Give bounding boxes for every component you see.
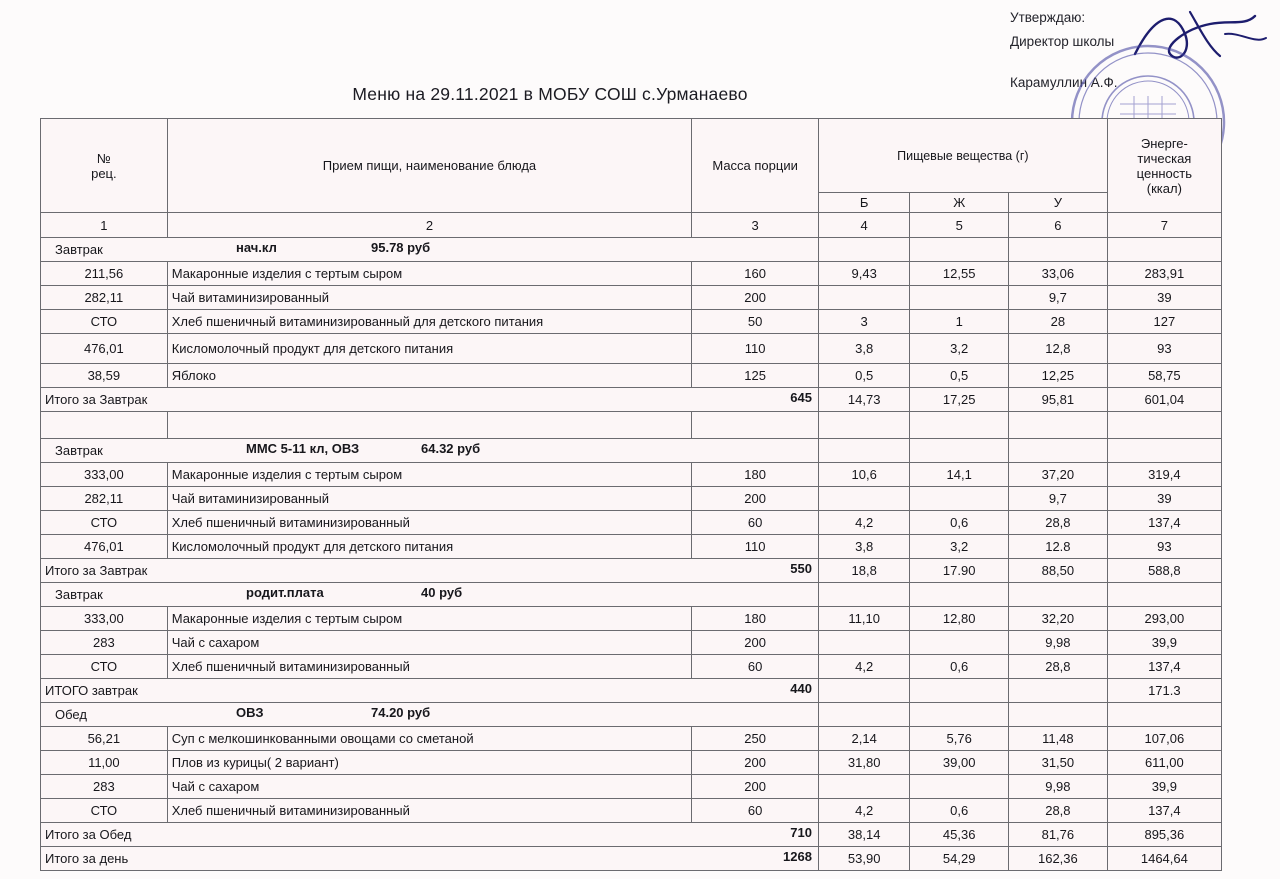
meal-total-cell: [41, 823, 819, 847]
meal-header-u: [1009, 703, 1108, 727]
table-row: [41, 631, 1222, 655]
cell-proteins: 3,8: [818, 535, 909, 559]
meal-header-cell: [41, 703, 819, 727]
day-total-kcal: 1464,64: [1107, 847, 1221, 871]
cell-proteins: 3,8: [818, 334, 909, 364]
cell-mass: 125: [692, 364, 819, 388]
day-total-label: Итого за день: [45, 851, 129, 866]
meal-total-kcal: 601,04: [1107, 388, 1221, 412]
cell-dish-name: Хлеб пшеничный витаминизированный: [167, 655, 692, 679]
spacer-row: [41, 412, 1222, 439]
cell-dish-name: Макаронные изделия с тертым сыром: [167, 607, 692, 631]
meal-total-kcal: 895,36: [1107, 823, 1221, 847]
menu-table-container: [40, 118, 1222, 871]
cell-kcal: 137,4: [1107, 655, 1221, 679]
meal-price: 95.78 руб: [371, 240, 431, 255]
cell-dish-name: Плов из курицы( 2 вариант): [167, 751, 692, 775]
page-title: Меню на 29.11.2021 в МОБУ СОШ с.Урманаево: [352, 84, 748, 104]
cell-dish-name: Чай с сахаром: [167, 631, 692, 655]
spacer-cell: [910, 412, 1009, 439]
meal-header-u: [1009, 583, 1108, 607]
meal-header-b: [818, 238, 909, 262]
meal-header-cell: [41, 238, 819, 262]
spacer-cell: [692, 412, 819, 439]
cell-kcal: 319,4: [1107, 463, 1221, 487]
table-body: [41, 238, 1222, 871]
column-number-7: 7: [1107, 213, 1221, 238]
meal-label: Завтрак: [55, 242, 103, 257]
cell-proteins: 10,6: [818, 463, 909, 487]
cell-proteins: 0,5: [818, 364, 909, 388]
day-total-fats: 54,29: [910, 847, 1009, 871]
meal-header-cell: [41, 439, 819, 463]
cell-fats: 12,55: [910, 262, 1009, 286]
table-row: [41, 775, 1222, 799]
cell-kcal: 93: [1107, 535, 1221, 559]
day-total-row: [41, 847, 1222, 871]
meal-header-j: [910, 238, 1009, 262]
cell-kcal: 39: [1107, 286, 1221, 310]
cell-fats: 0,6: [910, 655, 1009, 679]
day-total-mass: 1268: [783, 849, 812, 864]
header-recipe-number-line2: рец.: [91, 165, 117, 181]
meal-total-mass: 645: [790, 390, 812, 405]
cell-mass: 200: [692, 631, 819, 655]
meal-total-carbs: [1009, 679, 1108, 703]
meal-label: Завтрак: [55, 587, 103, 602]
column-number-2: 2: [167, 213, 692, 238]
approval-line-1: Утверждаю:: [1010, 10, 1086, 25]
meal-label: Обед: [55, 707, 87, 722]
meal-total-row: [41, 388, 1222, 412]
meal-price: 74.20 руб: [371, 705, 431, 720]
day-total-carbs: 162,36: [1009, 847, 1108, 871]
cell-fats: 0,6: [910, 511, 1009, 535]
cell-carbs: 11,48: [1009, 727, 1108, 751]
cell-mass: 160: [692, 262, 819, 286]
spacer-cell: [41, 412, 168, 439]
cell-fats: 0,6: [910, 799, 1009, 823]
meal-header-b: [818, 583, 909, 607]
cell-recipe-number: 476,01: [41, 334, 168, 364]
spacer-cell: [167, 412, 692, 439]
meal-header-row: [41, 703, 1222, 727]
meal-total-carbs: 88,50: [1009, 559, 1108, 583]
cell-recipe-number: 476,01: [41, 535, 168, 559]
table-row: [41, 262, 1222, 286]
cell-proteins: 4,2: [818, 799, 909, 823]
cell-dish-name: Кисломолочный продукт для детского питания: [167, 535, 692, 559]
meal-header-kcal: [1107, 238, 1221, 262]
cell-proteins: 9,43: [818, 262, 909, 286]
column-number-1: 1: [41, 213, 168, 238]
cell-dish-name: Макаронные изделия с тертым сыром: [167, 463, 692, 487]
cell-fats: [910, 775, 1009, 799]
cell-kcal: 137,4: [1107, 511, 1221, 535]
cell-carbs: 12.8: [1009, 535, 1108, 559]
cell-fats: 1: [910, 310, 1009, 334]
cell-kcal: 127: [1107, 310, 1221, 334]
meal-total-fats: 17.90: [910, 559, 1009, 583]
meal-total-label: ИТОГО завтрак: [45, 683, 138, 698]
cell-mass: 60: [692, 799, 819, 823]
cell-kcal: 611,00: [1107, 751, 1221, 775]
cell-proteins: 4,2: [818, 655, 909, 679]
cell-recipe-number: 333,00: [41, 463, 168, 487]
cell-mass: 60: [692, 511, 819, 535]
meal-label: Завтрак: [55, 443, 103, 458]
header-energy-line2: тическая: [1137, 150, 1192, 166]
cell-mass: 200: [692, 775, 819, 799]
table-header-row: [41, 119, 1222, 193]
table-row: [41, 535, 1222, 559]
cell-proteins: 3: [818, 310, 909, 334]
cell-carbs: 9,98: [1009, 775, 1108, 799]
meal-total-cell: [41, 388, 819, 412]
cell-fats: 5,76: [910, 727, 1009, 751]
table-row: [41, 751, 1222, 775]
table-row: [41, 727, 1222, 751]
cell-kcal: 39,9: [1107, 631, 1221, 655]
cell-carbs: 28,8: [1009, 655, 1108, 679]
cell-fats: 0,5: [910, 364, 1009, 388]
column-number-3: 3: [692, 213, 819, 238]
cell-kcal: 137,4: [1107, 799, 1221, 823]
table-column-numbers-row: [41, 213, 1222, 238]
meal-header-kcal: [1107, 703, 1221, 727]
cell-carbs: 37,20: [1009, 463, 1108, 487]
cell-recipe-number: 333,00: [41, 607, 168, 631]
header-recipe-number-line1: №: [96, 150, 111, 166]
meal-header-kcal: [1107, 439, 1221, 463]
meal-total-cell: [41, 679, 819, 703]
meal-header-kcal: [1107, 583, 1221, 607]
cell-dish-name: Хлеб пшеничный витаминизированный: [167, 799, 692, 823]
cell-proteins: 31,80: [818, 751, 909, 775]
meal-total-row: [41, 559, 1222, 583]
header-energy-line1: Энерге-: [1140, 135, 1188, 151]
meal-total-row: [41, 823, 1222, 847]
meal-total-kcal: 588,8: [1107, 559, 1221, 583]
table-row: [41, 799, 1222, 823]
header-nutrients: Пищевые вещества (г): [818, 119, 1107, 193]
cell-mass: 110: [692, 535, 819, 559]
cell-fats: [910, 631, 1009, 655]
column-number-5: 5: [910, 213, 1009, 238]
meal-total-label: Итого за Обед: [45, 827, 132, 842]
cell-fats: 3,2: [910, 535, 1009, 559]
cell-carbs: 28,8: [1009, 799, 1108, 823]
column-number-6: 6: [1009, 213, 1108, 238]
cell-kcal: 39,9: [1107, 775, 1221, 799]
cell-dish-name: Чай витаминизированный: [167, 286, 692, 310]
meal-total-proteins: 18,8: [818, 559, 909, 583]
cell-dish-name: Макаронные изделия с тертым сыром: [167, 262, 692, 286]
cell-kcal: 39: [1107, 487, 1221, 511]
cell-dish-name: Чай витаминизированный: [167, 487, 692, 511]
meal-header-row: [41, 238, 1222, 262]
cell-kcal: 107,06: [1107, 727, 1221, 751]
meal-total-carbs: 95,81: [1009, 388, 1108, 412]
header-portion-mass: Масса порции: [692, 119, 819, 213]
cell-recipe-number: 282,11: [41, 286, 168, 310]
cell-mass: 180: [692, 607, 819, 631]
meal-group: родит.плата: [246, 585, 324, 600]
cell-fats: 3,2: [910, 334, 1009, 364]
meal-total-proteins: 38,14: [818, 823, 909, 847]
table-row: [41, 655, 1222, 679]
meal-total-label: Итого за Завтрак: [45, 392, 148, 407]
meal-header-b: [818, 439, 909, 463]
meal-header-u: [1009, 238, 1108, 262]
cell-mass: 180: [692, 463, 819, 487]
cell-proteins: 2,14: [818, 727, 909, 751]
cell-kcal: 293,00: [1107, 607, 1221, 631]
cell-dish-name: Чай с сахаром: [167, 775, 692, 799]
cell-carbs: 9,98: [1009, 631, 1108, 655]
cell-mass: 200: [692, 487, 819, 511]
cell-recipe-number: СТО: [41, 799, 168, 823]
cell-carbs: 12,8: [1009, 334, 1108, 364]
cell-proteins: 4,2: [818, 511, 909, 535]
table-row: [41, 310, 1222, 334]
cell-carbs: 31,50: [1009, 751, 1108, 775]
spacer-cell: [1009, 412, 1108, 439]
meal-total-cell: [41, 559, 819, 583]
column-number-4: 4: [818, 213, 909, 238]
cell-recipe-number: 282,11: [41, 487, 168, 511]
cell-proteins: [818, 487, 909, 511]
cell-dish-name: Кисломолочный продукт для детского питания: [167, 334, 692, 364]
approval-line-2: Директор школы: [1010, 33, 1115, 49]
meal-group: нач.кл: [236, 240, 277, 255]
cell-mass: 200: [692, 286, 819, 310]
cell-carbs: 9,7: [1009, 286, 1108, 310]
meal-total-proteins: [818, 679, 909, 703]
day-total-cell: [41, 847, 819, 871]
cell-mass: 250: [692, 727, 819, 751]
table-row: [41, 334, 1222, 364]
cell-fats: 12,80: [910, 607, 1009, 631]
cell-carbs: 28,8: [1009, 511, 1108, 535]
meal-total-label: Итого за Завтрак: [45, 563, 148, 578]
cell-mass: 50: [692, 310, 819, 334]
cell-recipe-number: 283: [41, 631, 168, 655]
cell-recipe-number: 38,59: [41, 364, 168, 388]
table-row: [41, 487, 1222, 511]
cell-dish-name: Яблоко: [167, 364, 692, 388]
cell-recipe-number: 211,56: [41, 262, 168, 286]
table-row: [41, 364, 1222, 388]
meal-total-mass: 550: [790, 561, 812, 576]
meal-header-u: [1009, 439, 1108, 463]
header-energy-value: [1107, 119, 1221, 213]
header-proteins: Б: [818, 193, 909, 213]
meal-total-fats: 45,36: [910, 823, 1009, 847]
meal-total-carbs: 81,76: [1009, 823, 1108, 847]
meal-price: 40 руб: [421, 585, 463, 600]
meal-total-mass: 710: [790, 825, 812, 840]
table-row: [41, 286, 1222, 310]
approval-block: [1010, 6, 1270, 95]
cell-proteins: [818, 631, 909, 655]
cell-mass: 60: [692, 655, 819, 679]
cell-fats: [910, 487, 1009, 511]
meal-header-j: [910, 439, 1009, 463]
cell-fats: [910, 286, 1009, 310]
cell-proteins: [818, 775, 909, 799]
meal-header-j: [910, 703, 1009, 727]
header-energy-line4: (ккал): [1146, 180, 1182, 196]
spacer-cell: [818, 412, 909, 439]
cell-mass: 110: [692, 334, 819, 364]
menu-table: [40, 118, 1222, 871]
cell-recipe-number: СТО: [41, 655, 168, 679]
cell-carbs: 33,06: [1009, 262, 1108, 286]
cell-kcal: 58,75: [1107, 364, 1221, 388]
meal-total-fats: 17,25: [910, 388, 1009, 412]
meal-total-kcal: 171.3: [1107, 679, 1221, 703]
cell-recipe-number: СТО: [41, 310, 168, 334]
cell-mass: 200: [692, 751, 819, 775]
cell-dish-name: Суп с мелкошинкованными овощами со сметаной: [167, 727, 692, 751]
cell-carbs: 9,7: [1009, 487, 1108, 511]
header-dish-name: Прием пищи, наименование блюда: [167, 119, 692, 213]
day-total-proteins: 53,90: [818, 847, 909, 871]
meal-total-row: [41, 679, 1222, 703]
table-header: [41, 119, 1222, 238]
cell-kcal: 93: [1107, 334, 1221, 364]
meal-total-mass: 440: [790, 681, 812, 696]
cell-fats: 14,1: [910, 463, 1009, 487]
cell-carbs: 28: [1009, 310, 1108, 334]
meal-header-row: [41, 583, 1222, 607]
header-fats: Ж: [910, 193, 1009, 213]
cell-kcal: 283,91: [1107, 262, 1221, 286]
cell-proteins: [818, 286, 909, 310]
meal-total-fats: [910, 679, 1009, 703]
cell-recipe-number: 283: [41, 775, 168, 799]
cell-proteins: 11,10: [818, 607, 909, 631]
header-carbs: У: [1009, 193, 1108, 213]
meal-total-proteins: 14,73: [818, 388, 909, 412]
table-row: [41, 463, 1222, 487]
table-row: [41, 511, 1222, 535]
meal-group: ОВЗ: [236, 705, 264, 720]
approval-director-name: Карамуллин А.Ф.: [1010, 75, 1118, 91]
meal-header-cell: [41, 583, 819, 607]
header-recipe-number: [41, 119, 168, 213]
table-row: [41, 607, 1222, 631]
header-energy-line3: ценность: [1136, 165, 1193, 181]
spacer-cell: [1107, 412, 1221, 439]
cell-recipe-number: 11,00: [41, 751, 168, 775]
cell-carbs: 32,20: [1009, 607, 1108, 631]
cell-dish-name: Хлеб пшеничный витаминизированный для детского питания: [167, 310, 692, 334]
meal-group: ММС 5-11 кл, ОВЗ: [246, 441, 360, 456]
cell-carbs: 12,25: [1009, 364, 1108, 388]
meal-price: 64.32 руб: [421, 441, 481, 456]
meal-header-b: [818, 703, 909, 727]
cell-dish-name: Хлеб пшеничный витаминизированный: [167, 511, 692, 535]
meal-header-j: [910, 583, 1009, 607]
cell-recipe-number: СТО: [41, 511, 168, 535]
cell-fats: 39,00: [910, 751, 1009, 775]
meal-header-row: [41, 439, 1222, 463]
cell-recipe-number: 56,21: [41, 727, 168, 751]
